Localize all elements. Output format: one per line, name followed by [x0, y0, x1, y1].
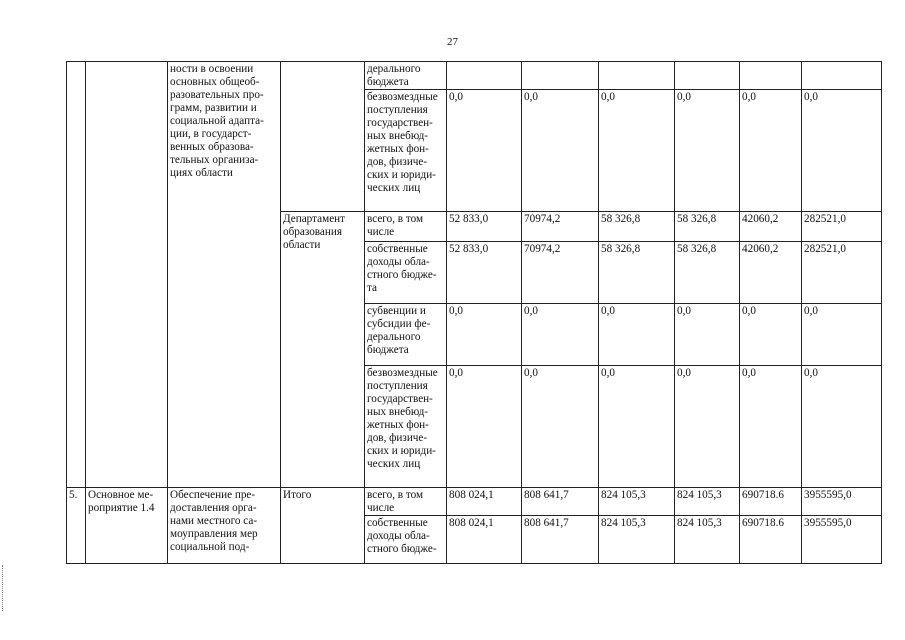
cell-text-line: государствен- [367, 117, 433, 129]
value-cell: 0,0 [599, 304, 675, 366]
cell-text-line: дерального [367, 63, 421, 75]
cell-text-line: ных внебюд- [367, 130, 429, 142]
value-cell: 0,0 [740, 90, 802, 212]
value-cell: 808 641,7 [522, 488, 599, 516]
cell-text-line: поступления [367, 104, 428, 116]
cell-text-line: грамм, развитии и [170, 102, 257, 114]
cell-text-line: безвозмездные [367, 367, 438, 379]
cell-text-line: числе [367, 226, 395, 238]
cell-text-line: бюджета [367, 344, 409, 356]
value-cell: 52 833,0 [447, 212, 522, 242]
value-cell: 0,0 [522, 366, 599, 488]
value-cell: 808 024,1 [447, 488, 522, 516]
cell-text-line: всего, в том [367, 213, 424, 225]
cell-text-line: ческих лиц [367, 458, 421, 470]
source-cell [365, 90, 447, 212]
index-cell [67, 62, 86, 488]
cell-text-line: доходы обла- [367, 530, 430, 542]
source-cell [365, 366, 447, 488]
table-row [67, 488, 882, 516]
cell-text-line: ции, в государст- [170, 128, 252, 140]
value-cell: 42060,2 [740, 242, 802, 304]
value-cell: 824 105,3 [675, 488, 740, 516]
value-cell: 0,0 [675, 304, 740, 366]
cell-text-line: жетных фон- [367, 143, 429, 155]
cell-text-line: области [283, 239, 321, 251]
cell-text-line: дов, физиче- [367, 432, 428, 444]
cell-text-line: тельных организа- [170, 154, 259, 166]
value-cell: 70974,2 [522, 242, 599, 304]
cell-text-line: Обеспечение пре- [170, 489, 256, 501]
measure-cell [168, 62, 281, 488]
executor-cell [281, 212, 365, 488]
value-cell: 0,0 [802, 90, 882, 212]
cell-text-line: венных образова- [170, 141, 254, 153]
source-cell [365, 62, 447, 90]
cell-text-line: ских и юриди- [367, 169, 436, 181]
cell-text-line: ных внебюд- [367, 406, 429, 418]
source-cell [365, 304, 447, 366]
cell-text-line: разовательных про- [170, 89, 264, 101]
cell-text-line: жетных фон- [367, 419, 429, 431]
value-cell: 824 105,3 [599, 488, 675, 516]
value-cell: 282521,0 [802, 242, 882, 304]
cell-text-line: числе [367, 502, 395, 514]
cell-text-line: собственные [367, 517, 428, 529]
source-cell [365, 212, 447, 242]
value-cell: 58 326,8 [599, 212, 675, 242]
cell-text-line: государствен- [367, 393, 433, 405]
value-cell [675, 62, 740, 90]
value-cell: 42060,2 [740, 212, 802, 242]
value-cell: 3955595,0 [802, 516, 882, 564]
value-cell: 0,0 [675, 90, 740, 212]
cell-text-line: бюджета [367, 76, 409, 88]
executor-cell: Итого [281, 488, 365, 564]
value-cell: 824 105,3 [599, 516, 675, 564]
cell-text-line: дов, физиче- [367, 156, 428, 168]
value-cell: 808 641,7 [522, 516, 599, 564]
value-cell: 0,0 [802, 366, 882, 488]
cell-text-line: Основное ме- [88, 489, 154, 501]
cell-text-line: моуправления мер [170, 528, 258, 540]
cell-text-line: циях области [170, 167, 233, 179]
value-cell: 58 326,8 [675, 242, 740, 304]
table-row [67, 62, 882, 90]
source-cell [365, 242, 447, 304]
cell-text-line: безвозмездные [367, 91, 438, 103]
margin-mark [2, 565, 7, 611]
value-cell: 824 105,3 [675, 516, 740, 564]
value-cell: 0,0 [447, 304, 522, 366]
cell-text-line: поступления [367, 380, 428, 392]
value-cell: 0,0 [599, 90, 675, 212]
value-cell: 808 024,1 [447, 516, 522, 564]
cell-text-line: основных общеоб- [170, 76, 260, 88]
value-cell: 0,0 [675, 366, 740, 488]
value-cell: 3955595,0 [802, 488, 882, 516]
value-cell: 0,0 [740, 304, 802, 366]
name-cell [86, 488, 168, 564]
name-cell [86, 62, 168, 488]
value-cell: 58 326,8 [675, 212, 740, 242]
cell-text-line: субвенции и [367, 305, 426, 317]
cell-text-line: ских и юриди- [367, 445, 436, 457]
value-cell: 0,0 [802, 304, 882, 366]
cell-text-line: доставления орга- [170, 502, 257, 514]
cell-text-line: нами местного са- [170, 515, 258, 527]
cell-text-line: образования [283, 226, 343, 238]
value-cell: 0,0 [447, 366, 522, 488]
cell-text-line: стного бюдже- [367, 543, 437, 555]
source-cell [365, 488, 447, 516]
cell-text-line: собственные [367, 243, 428, 255]
source-cell [365, 516, 447, 564]
page-number: 27 [447, 36, 458, 48]
cell-text-line: ческих лиц [367, 182, 421, 194]
value-cell: 0,0 [522, 90, 599, 212]
value-cell: 690718.6 [740, 516, 802, 564]
cell-text-line: та [367, 282, 377, 294]
value-cell [802, 62, 882, 90]
cell-text-line: роприятие 1.4 [88, 502, 155, 514]
cell-text-line: ности в освоении [170, 63, 254, 75]
value-cell: 0,0 [447, 90, 522, 212]
measure-cell [168, 488, 281, 564]
value-cell [522, 62, 599, 90]
index-cell: 5. [67, 488, 86, 564]
cell-text-line: всего, в том [367, 489, 424, 501]
cell-text-line: Департамент [283, 213, 346, 225]
cell-text-line: дерального [367, 331, 421, 343]
cell-text-line: социальной адапта- [170, 115, 264, 127]
cell-text-line: стного бюдже- [367, 269, 437, 281]
value-cell: 0,0 [522, 304, 599, 366]
cell-text-line: доходы обла- [367, 256, 430, 268]
cell-text-line: социальной под- [170, 541, 250, 553]
executor-cell [281, 62, 365, 212]
value-cell: 52 833,0 [447, 242, 522, 304]
value-cell [740, 62, 802, 90]
cell-text-line: субсидии фе- [367, 318, 431, 330]
value-cell: 690718.6 [740, 488, 802, 516]
value-cell: 282521,0 [802, 212, 882, 242]
value-cell: 58 326,8 [599, 242, 675, 304]
value-cell: 0,0 [740, 366, 802, 488]
value-cell: 0,0 [599, 366, 675, 488]
value-cell [447, 62, 522, 90]
value-cell: 70974,2 [522, 212, 599, 242]
budget-table [66, 61, 882, 564]
value-cell [599, 62, 675, 90]
